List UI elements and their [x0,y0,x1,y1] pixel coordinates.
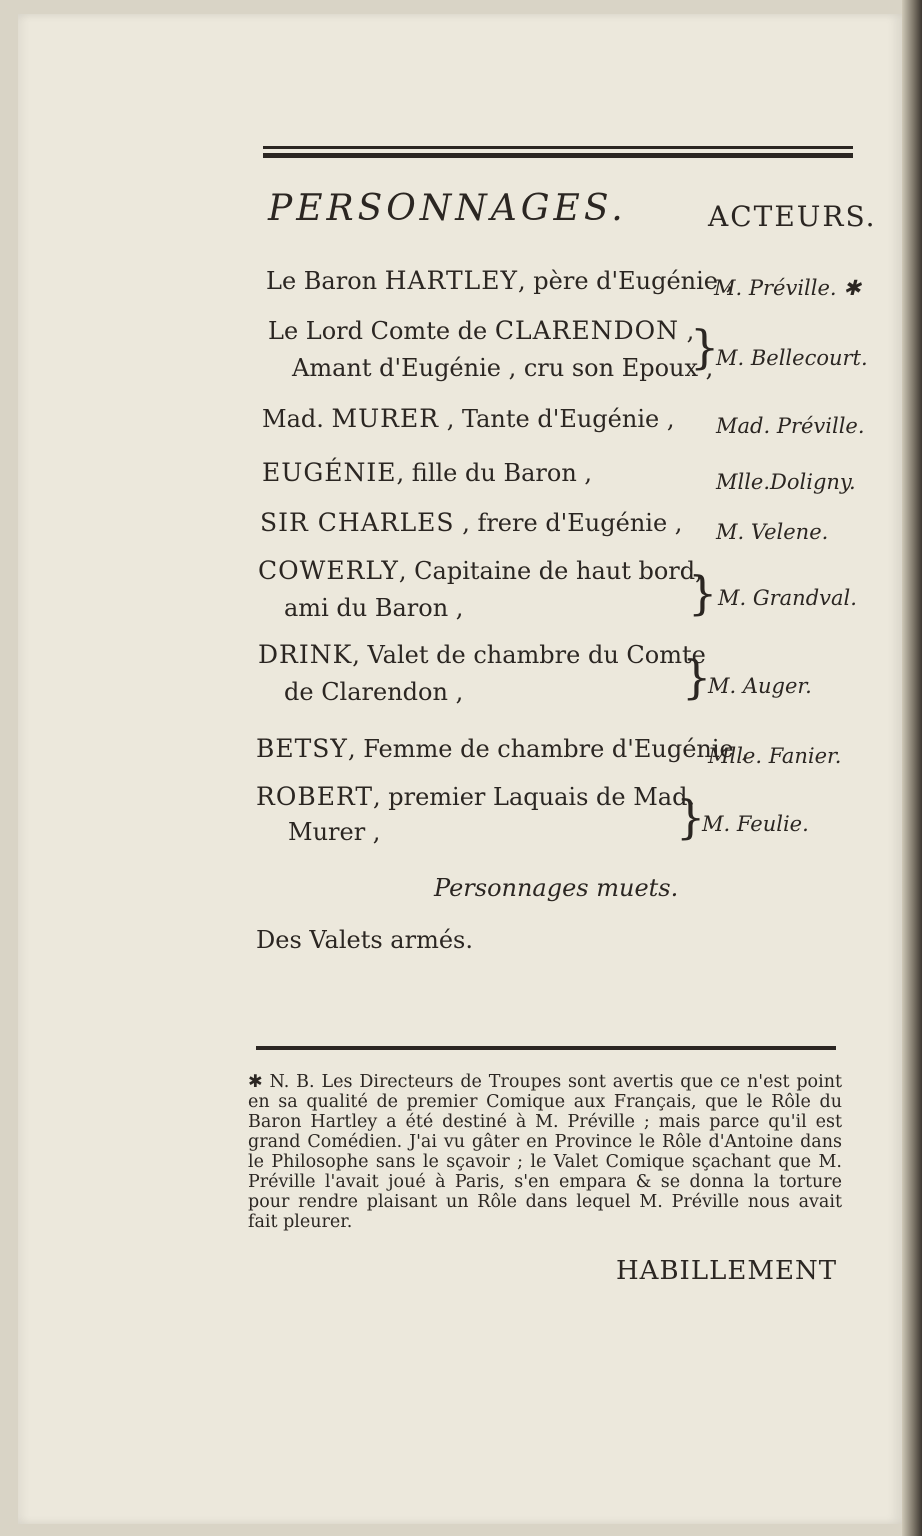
cast-role-9-line2: Murer , [288,818,381,846]
personnages-heading: PERSONNAGES. [268,188,627,229]
character-name: CLARENDON [494,316,680,345]
book-page [18,14,902,1524]
role-description: , Capitaine de haut bord, [398,557,703,585]
cast-role-6 [258,556,703,585]
role-description: , [679,317,695,345]
acteurs-heading: ACTEURS. [708,200,877,233]
cast-role-4 [262,458,592,487]
cast-role-3 [262,404,674,433]
character-name: COWERLY [258,556,399,585]
role-description: , premier Laquais de Mad. [373,783,696,811]
cast-role-1 [266,266,733,295]
character-name: ROBERT [256,782,373,811]
footnote-rule [256,1046,836,1050]
brace-icon: } [682,650,712,704]
role-description: , Femme de chambre d'Eugénie , [347,735,750,763]
role-description: , Tante d'Eugénie , [439,405,675,433]
cast-role-2-line2: Amant d'Eugénie , cru son Epoux , [292,354,714,382]
character-name: EUGÉNIE [262,458,397,487]
cast-role-6-line2: ami du Baron , [284,594,464,622]
cast-role-7-line2: de Clarendon , [284,678,464,706]
cast-role-2 [268,316,694,345]
character-name: DRINK [258,640,353,669]
cast-actor-8: Mlle. Fanier. [708,744,842,768]
role-prefix: Le Lord Comte de [268,317,495,345]
role-prefix: Le Baron [266,267,385,295]
double-rule [263,146,853,158]
catchword: HABILLEMENT [616,1256,838,1286]
cast-actor-4: Mlle.Doligny. [716,470,856,494]
character-name: SIR CHARLES [260,508,455,537]
cast-actor-9: M. Feulie. [702,812,809,836]
brace-icon: } [688,566,718,620]
page-edge [902,0,922,1536]
cast-actor-1: M. Préville. ✱ [714,276,861,300]
cast-role-5 [260,508,682,537]
character-name: HARTLEY [384,266,519,295]
character-name: BETSY [256,734,348,763]
role-description: , frere d'Eugénie , [454,509,683,537]
cast-role-8 [256,734,749,763]
cast-actor-3: Mad. Préville. [716,414,865,438]
cast-actor-5: M. Velene. [716,520,829,544]
brace-icon: } [676,790,706,844]
role-description: , Valet de chambre du Comte [352,641,706,669]
character-name: MURER [331,404,440,433]
role-description: , père d'Eugénie , [518,267,734,295]
footnote-text: ✱ N. B. Les Directeurs de Troupes sont avertis que ce n'est point en sa qualité de premier Comique aux Français, que le Rôle du Baron Hartley a été destiné à M. Préville ; mais parce qu'il est grand Comédien. J'ai vu gâter en Province le Rôle d'Antoine dans le Philosophe sans le sçavoir ; le Valet Comique sçachant que M. Préville l'avait joué à Paris, s'en empara & se donna la torture pour rendre plaisant un Rôle dans lequel M. Préville nous avait fait pleurer. [248,1072,842,1232]
role-description: , fille du Baron , [396,459,593,487]
cast-actor-7: M. Auger. [708,674,812,698]
armed-valets: Des Valets armés. [256,926,473,954]
brace-icon: } [690,320,720,374]
cast-actor-2: M. Bellecourt. [716,346,868,370]
cast-actor-6: M. Grandval. [718,586,857,610]
cast-role-9 [256,782,695,811]
mute-characters-heading: Personnages muets. [434,874,679,902]
cast-role-7 [258,640,706,669]
role-prefix: Mad. [262,405,332,433]
